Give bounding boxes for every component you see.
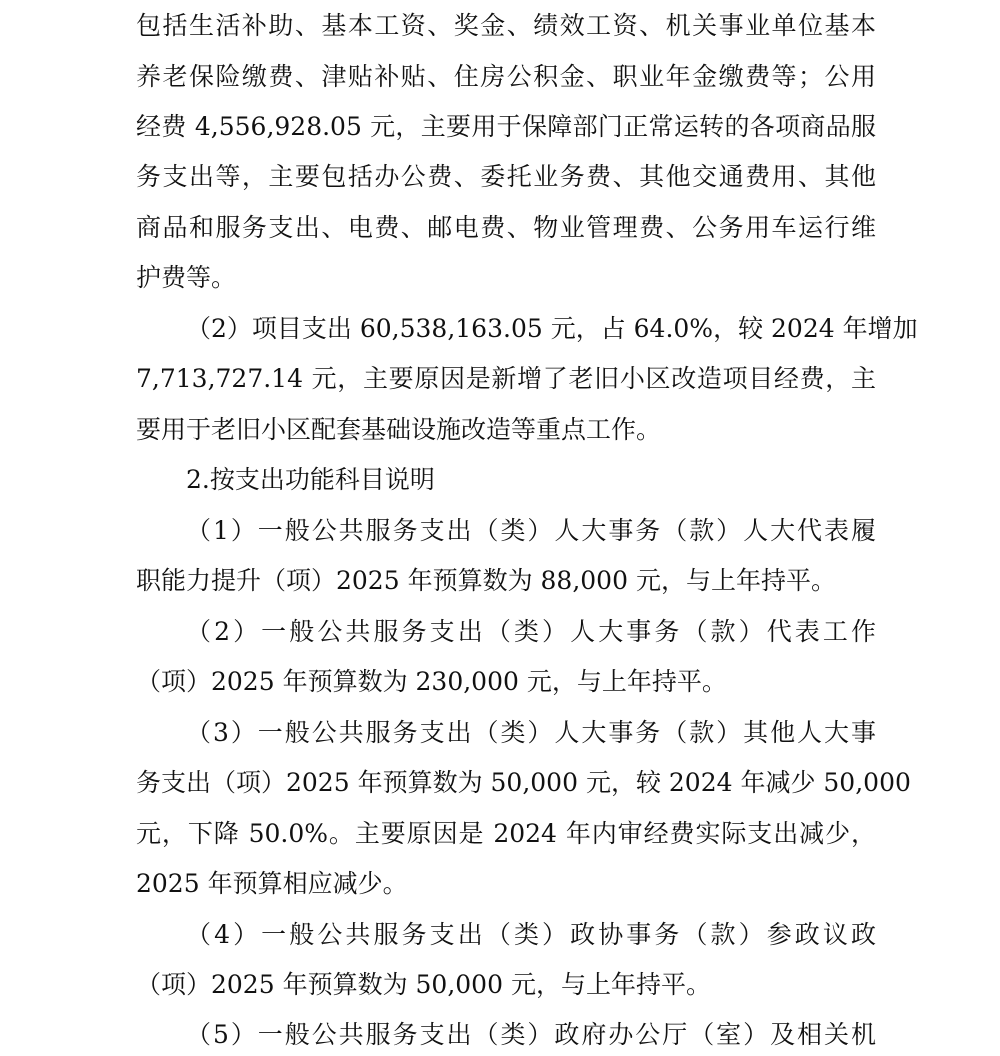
text-line: （2）一般公共服务支出（类）人大事务（款）代表工作 xyxy=(186,617,876,646)
text-line: （项）2025 年预算数为 50,000 元，与上年持平。 xyxy=(136,970,711,999)
text-line: 职能力提升（项）2025 年预算数为 88,000 元，与上年持平。 xyxy=(136,566,836,595)
text-line: （2）项目支出 60,538,163.05 元，占 64.0%，较 2024 年增加 xyxy=(186,314,918,343)
text-line: 2025 年预算相应减少。 xyxy=(136,869,408,898)
text-line: 商品和服务支出、电费、邮电费、物业管理费、公务用车运行维 xyxy=(136,213,876,242)
text-line: （5）一般公共服务支出（类）政府办公厅（室）及相关机 xyxy=(186,1020,876,1049)
text-line: 护费等。 xyxy=(136,263,237,292)
text-line: （4）一般公共服务支出（类）政协事务（款）参政议政 xyxy=(186,920,876,949)
text-line: 务支出（项）2025 年预算数为 50,000 元，较 2024 年减少 50,000 xyxy=(136,768,911,797)
text-line: （项）2025 年预算数为 230,000 元，与上年持平。 xyxy=(136,667,727,696)
text-line: 包括生活补助、基本工资、奖金、绩效工资、机关事业单位基本 xyxy=(136,11,876,40)
text-line: （1）一般公共服务支出（类）人大事务（款）人大代表履 xyxy=(186,516,876,545)
section-heading: 2.按支出功能科目说明 xyxy=(186,465,435,494)
text-line: 务支出等，主要包括办公费、委托业务费、其他交通费用、其他 xyxy=(136,162,876,191)
text-line: 7,713,727.14 元，主要原因是新增了老旧小区改造项目经费，主 xyxy=(136,364,876,393)
text-line: 要用于老旧小区配套基础设施改造等重点工作。 xyxy=(136,415,662,444)
text-line: 养老保险缴费、津贴补贴、住房公积金、职业年金缴费等；公用 xyxy=(136,62,876,91)
text-line: （3）一般公共服务支出（类）人大事务（款）其他人大事 xyxy=(186,718,876,747)
text-line: 元，下降 50.0%。主要原因是 2024 年内审经费实际支出减少， xyxy=(136,819,876,848)
text-line: 经费 4,556,928.05 元，主要用于保障部门正常运转的各项商品服 xyxy=(136,112,876,141)
